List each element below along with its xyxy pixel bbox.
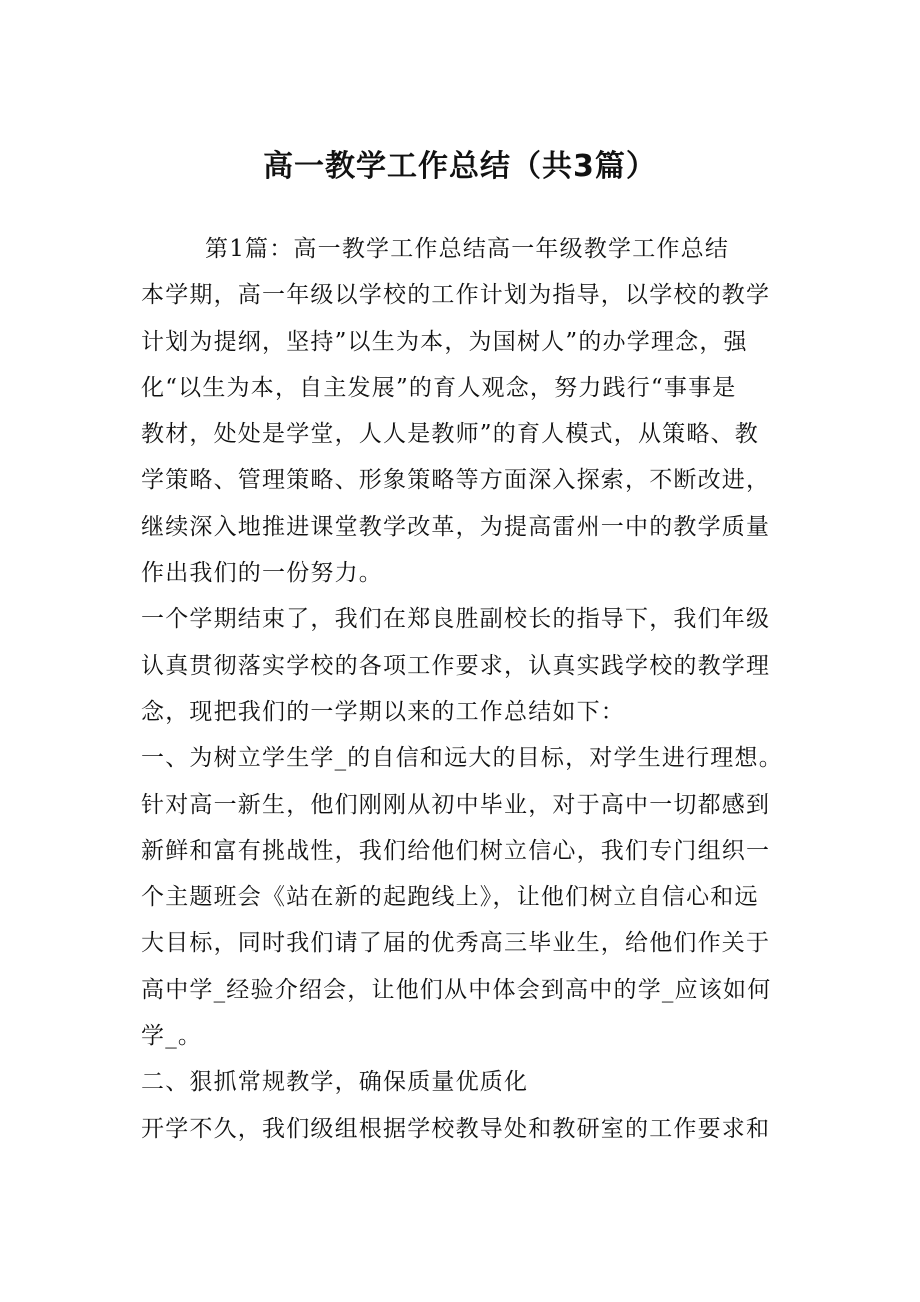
text-line: 大目标，同时我们请了届的优秀高三毕业生，给他们作关于 xyxy=(141,930,771,957)
text-line: 高中学_经验介绍会，让他们从中体会到高中的学_应该如何 xyxy=(141,976,772,1003)
text-line: 教材，处处是学堂，人人是教师”的育人模式，从策略、教 xyxy=(141,421,759,448)
text-line: 念，现把我们的一学期以来的工作总结如下： xyxy=(141,698,625,725)
text-line: 新鲜和富有挑战性，我们给他们树立信心，我们专门组织一 xyxy=(141,837,771,864)
text-line: 化“以生为本，自主发展”的育人观念，努力践行“事事是 xyxy=(141,374,737,401)
text-line: 继续深入地推进课堂教学改革，为提高雷州一中的教学质量 xyxy=(141,513,771,540)
text-line: 一个学期结束了，我们在郑良胜副校长的指导下，我们年级 xyxy=(141,606,771,633)
document-title: 高一教学工作总结（共3篇） xyxy=(263,149,657,184)
section-heading: 第1篇：高一教学工作总结高一年级教学工作总结 xyxy=(205,236,730,262)
text-line: 计划为提纲，坚持”以生为本，为国树人”的办学理念，强 xyxy=(141,328,748,355)
text-line: 开学不久，我们级组根据学校教导处和教研室的工作要求和 xyxy=(141,1115,771,1142)
text-line: 针对高一新生，他们刚刚从初中毕业，对于高中一切都感到 xyxy=(141,791,771,818)
text-line: 认真贯彻落实学校的各项工作要求，认真实践学校的教学理 xyxy=(141,652,771,679)
text-line: 学策略、管理策略、形象策略等方面深入探索，不断改进， xyxy=(141,467,771,494)
document-body xyxy=(141,226,791,1152)
text-line: 一、为树立学生学_的自信和远大的目标，对学生进行理想。 xyxy=(141,745,783,772)
text-line: 学_。 xyxy=(141,1023,203,1050)
text-line: 作出我们的一份努力。 xyxy=(141,560,383,587)
text-line: 个主题班会《站在新的起跑线上》，让他们树立自信心和远 xyxy=(141,884,759,911)
text-line: 本学期，高一年级以学校的工作计划为指导，以学校的教学 xyxy=(141,282,771,309)
text-line: 二、狠抓常规教学，确保质量优质化 xyxy=(141,1069,529,1096)
